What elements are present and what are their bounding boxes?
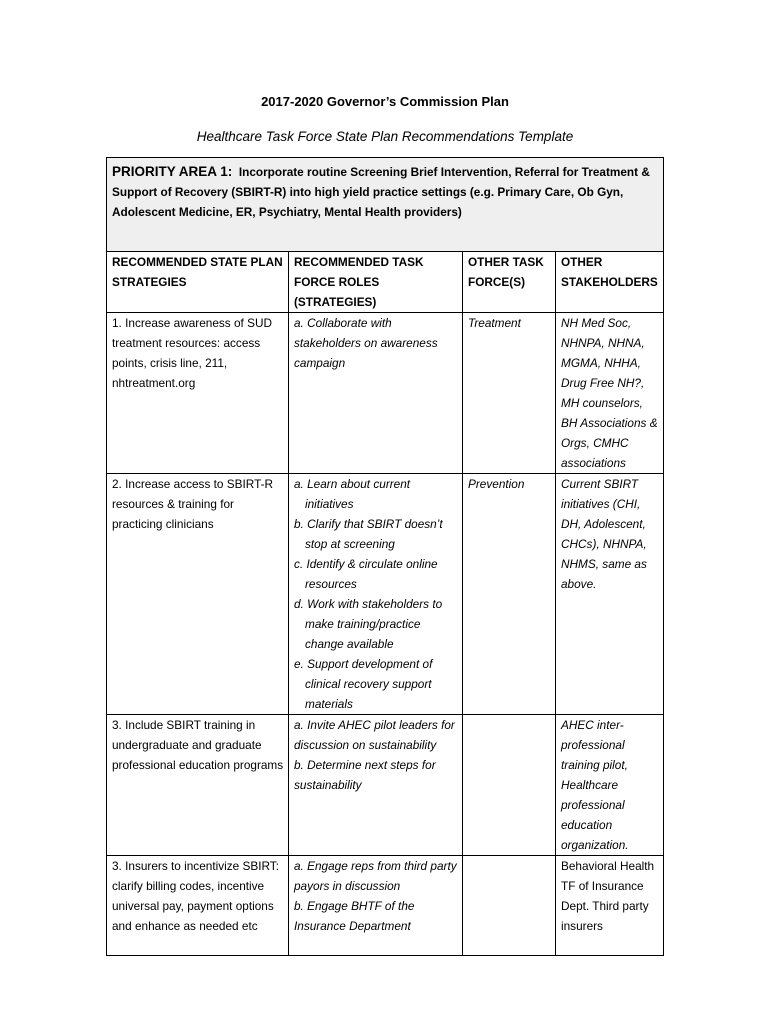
stakeholders-cell: NH Med Soc, NHNPA, NHNA, MGMA, NHHA, Drug Free NH?, MH counselors, BH Associations & Orgs, CMHC associations (556, 313, 664, 474)
role-item: a. Collaborate with stakeholders on awareness campaign (294, 316, 438, 370)
role-item: c. Identify & circulate online resources (294, 557, 438, 591)
header-row (107, 252, 664, 313)
table-row (107, 856, 664, 956)
table-row (107, 313, 664, 474)
role-item: b. Engage BHTF of the Insurance Department (294, 899, 415, 933)
priority-label: PRIORITY AREA 1: (112, 164, 233, 179)
strategy-cell: 3. Include SBIRT training in undergraduate and graduate professional education programs (107, 715, 289, 856)
table-row (107, 715, 664, 856)
roles-cell (289, 856, 463, 956)
header-roles: RECOMMENDED TASK FORCE ROLES (STRATEGIES) (289, 252, 463, 313)
role-item: b. Determine next steps for sustainability (294, 758, 436, 792)
header-other-stakeholders: OTHER STAKEHOLDERS (556, 252, 664, 313)
priority-cell (107, 158, 664, 252)
roles-cell (289, 313, 463, 474)
role-item: e. Support development of clinical recovery support materials (294, 657, 433, 711)
header-strategies: RECOMMENDED STATE PLAN STRATEGIES (107, 252, 289, 313)
role-item: a. Learn about current initiatives (294, 477, 411, 511)
table-row (107, 474, 664, 715)
strategy-cell: 2. Increase access to SBIRT-R resources & training for practicing clinicians (107, 474, 289, 715)
other-tf-cell (463, 715, 556, 856)
document-subtitle: Healthcare Task Force State Plan Recommendations Template (196, 129, 574, 144)
role-item: d. Work with stakeholders to make training/practice change available (294, 597, 443, 651)
role-item: b. Clarify that SBIRT doesn’t stop at screening (294, 517, 443, 551)
roles-cell (289, 715, 463, 856)
priority-row (107, 158, 664, 252)
stakeholders-cell: Behavioral Health TF of Insurance Dept. Third party insurers (556, 856, 664, 956)
stakeholders-cell: Current SBIRT initiatives (CHI, DH, Adolescent, CHCs), NHNPA, NHMS, same as above. (556, 474, 664, 715)
other-tf-cell: Prevention (463, 474, 556, 715)
priority-text: Incorporate routine Screening Brief Intervention, Referral for Treatment & Support of Recovery (SBIRT-R) into high yield practice settings (e.g. Primary Care, Ob Gyn, Adolescent Medicine, ER, Psychiatry, Mental Health providers) (112, 165, 650, 219)
recommendations-table (106, 157, 664, 956)
roles-cell (289, 474, 463, 715)
role-item: a. Engage reps from third party payors in discussion (294, 859, 457, 893)
other-tf-cell (463, 856, 556, 956)
strategy-cell: 1. Increase awareness of SUD treatment resources: access points, crisis line, 211, nhtreatment.org (107, 313, 289, 474)
stakeholders-cell: AHEC inter-professional training pilot, Healthcare professional education organization. (556, 715, 664, 856)
role-item: a. Invite AHEC pilot leaders for discussion on sustainability (294, 718, 455, 752)
strategy-cell: 3. Insurers to incentivize SBIRT: clarify billing codes, incentive universal pay, payment options and enhance as needed etc (107, 856, 289, 956)
other-tf-cell: Treatment (463, 313, 556, 474)
document-title: 2017-2020 Governor’s Commission Plan (261, 94, 509, 109)
header-other-task-forces: OTHER TASK FORCE(S) (463, 252, 556, 313)
